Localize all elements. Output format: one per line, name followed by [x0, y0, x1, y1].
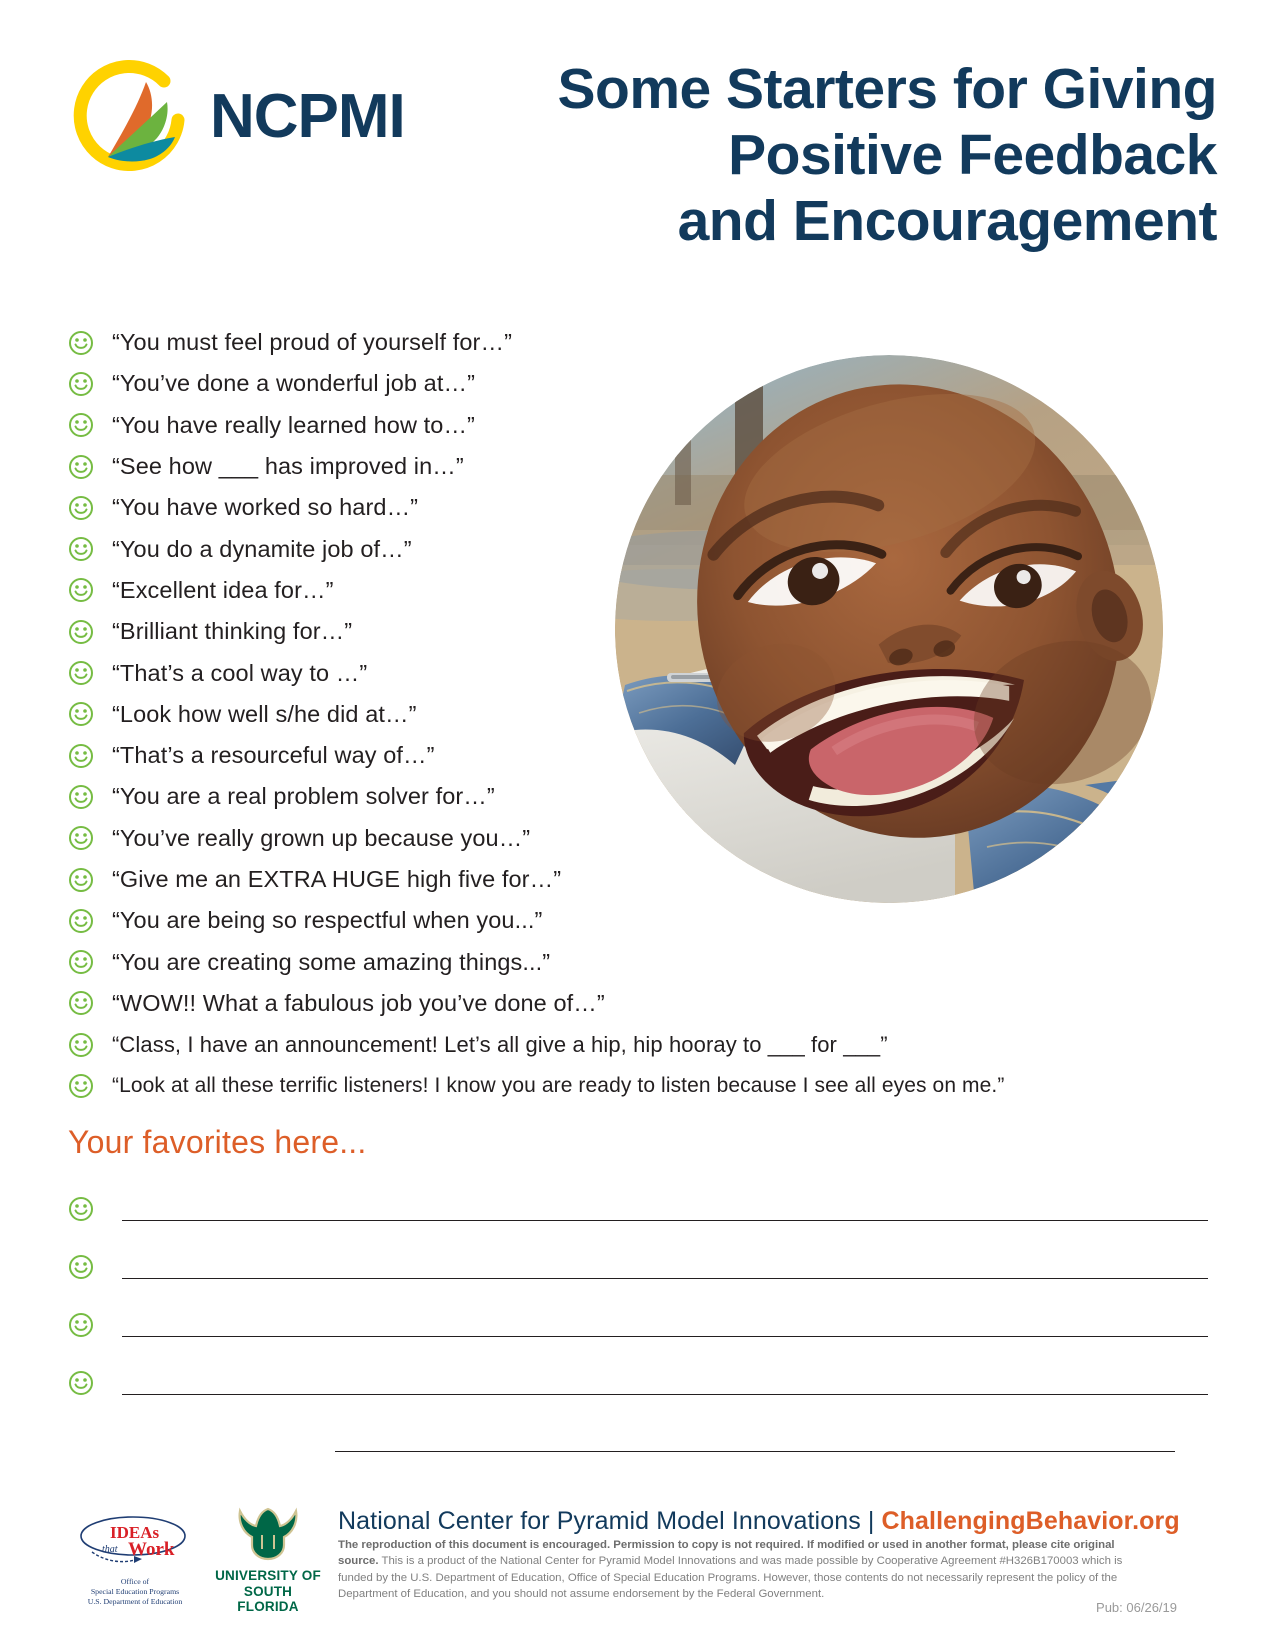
favorites-heading: Your favorites here... — [68, 1124, 367, 1160]
fineprint-bold: The reproduction of this document is encouraged. Permission to copy is not required. If modified or used in another format, please cite original source. — [338, 1539, 1115, 1568]
starter-text: “You do a dynamite job of…” — [112, 535, 412, 562]
smiley-icon — [68, 867, 112, 893]
smiley-icon — [68, 990, 112, 1016]
list-item — [68, 1024, 1208, 1065]
ideas-caption-line-3: U.S. Department of Education — [87, 1597, 183, 1607]
starter-text: “That’s a resourceful way of…” — [112, 742, 435, 769]
svg-text:that: that — [102, 1544, 118, 1555]
publication-date: Pub: 06/26/19 — [1096, 1600, 1177, 1615]
list-item — [68, 859, 1208, 900]
smiley-icon — [68, 1312, 112, 1338]
smiley-icon — [68, 743, 112, 769]
starter-text: “You have really learned how to…” — [112, 411, 475, 438]
smiley-icon — [68, 619, 112, 645]
smiley-icon — [68, 454, 112, 480]
footer-org-name: National Center for Pyramid Model Innovations — [338, 1507, 861, 1535]
write-in-line[interactable] — [122, 1220, 1208, 1221]
smiley-icon — [68, 1032, 112, 1058]
ideas-caption-line-2: Special Education Programs — [90, 1587, 180, 1597]
starter-text: “See how ___ has improved in…” — [112, 453, 464, 480]
ideas-caption-line-1: Office of — [120, 1577, 150, 1586]
list-item — [68, 818, 1208, 859]
smiley-icon — [68, 412, 112, 438]
write-in-line[interactable] — [122, 1278, 1208, 1279]
ncpmi-logo — [72, 58, 432, 188]
usf-bull-icon — [232, 1505, 304, 1561]
starter-text: “Class, I have an announcement! Let’s all give a hip, hip hooray to ___ for ___” — [112, 1031, 888, 1057]
ncpmi-logo-text: NCPMI — [210, 82, 405, 151]
list-item — [68, 694, 1208, 735]
list-item — [68, 570, 1208, 611]
page-header — [0, 0, 1275, 290]
smiley-icon — [68, 1073, 112, 1099]
list-item — [68, 900, 1208, 941]
footer-org-line — [338, 1507, 1180, 1536]
footer-website-link[interactable]: ChallengingBehavior.org — [881, 1507, 1180, 1535]
usf-logo — [213, 1505, 323, 1615]
smiley-icon — [68, 495, 112, 521]
blank-entry-row[interactable] — [68, 1296, 1208, 1354]
list-item — [68, 322, 1208, 363]
starter-text: “WOW!! What a fabulous job you’ve done of…” — [112, 989, 605, 1016]
blank-entry-row[interactable] — [68, 1180, 1208, 1238]
smiley-icon — [68, 1254, 112, 1280]
smiley-icon — [68, 1370, 112, 1396]
footer-separator: | — [867, 1507, 875, 1535]
ncpmi-swoosh-icon — [72, 58, 197, 183]
usf-name-line-2: SOUTH FLORIDA — [237, 1583, 299, 1615]
smiley-icon — [68, 784, 112, 810]
starter-text: “Give me an EXTRA HUGE high five for…” — [112, 866, 562, 892]
smiley-icon — [68, 660, 112, 686]
list-item — [68, 405, 1208, 446]
starter-text: “You must feel proud of yourself for…” — [112, 329, 513, 356]
write-in-line[interactable] — [122, 1394, 1208, 1395]
starter-text: “You are a real problem solver for…” — [112, 783, 495, 810]
footer-fineprint — [338, 1537, 1148, 1602]
footer-divider — [335, 1451, 1175, 1452]
starter-text: “Brilliant thinking for…” — [112, 618, 353, 645]
usf-name-line-1: UNIVERSITY OF — [215, 1568, 321, 1583]
list-item — [68, 446, 1208, 487]
list-item — [68, 941, 1208, 982]
smiley-icon — [68, 1196, 112, 1222]
page-title-line-3: and Encouragement — [677, 189, 1217, 254]
smiley-icon — [68, 701, 112, 727]
list-item — [68, 735, 1208, 776]
favorites-blank-lines — [68, 1180, 1208, 1412]
page-title-line-2: Positive Feedback — [728, 123, 1217, 188]
starter-text: “You’ve really grown up because you…” — [112, 824, 531, 851]
smiley-icon — [68, 330, 112, 356]
ideas-that-work-logo — [75, 1512, 195, 1607]
ideas-caption — [75, 1577, 195, 1607]
starter-text: “You are creating some amazing things...” — [112, 948, 551, 975]
smiley-icon — [68, 371, 112, 397]
blank-entry-row[interactable] — [68, 1354, 1208, 1412]
list-item — [68, 1065, 1208, 1106]
smiley-icon — [68, 949, 112, 975]
starter-text: “You are being so respectful when you...” — [112, 907, 543, 934]
starter-text: “That’s a cool way to …” — [112, 659, 368, 686]
page-title — [457, 56, 1217, 254]
starter-text: “You have worked so hard…” — [112, 494, 419, 521]
list-item — [68, 487, 1208, 528]
svg-text:IDEAs: IDEAs — [110, 1523, 160, 1542]
smiley-icon — [68, 825, 112, 851]
starter-text: “You’ve done a wonderful job at…” — [112, 370, 475, 397]
starters-list — [68, 322, 1208, 1107]
smiley-icon — [68, 577, 112, 603]
write-in-line[interactable] — [122, 1336, 1208, 1337]
fineprint-rest: This is a product of the National Center for Pyramid Model Innovations and was made possible by Cooperative Agreement #H326B170003 which is funded by the U.S. Department of Education, Office of Special Education Programs. However, those contents do not necessarily represent the policy of the Department of Education, and you should not assume endorsement by the Federal Government. — [338, 1555, 1123, 1600]
smiley-icon — [68, 536, 112, 562]
starter-text: “Look at all these terrific listeners! I know you are ready to listen because I see all eyes on me.” — [112, 1073, 1005, 1097]
list-item — [68, 363, 1208, 404]
smiley-icon — [68, 908, 112, 934]
list-item — [68, 528, 1208, 569]
list-item — [68, 983, 1208, 1024]
blank-entry-row[interactable] — [68, 1238, 1208, 1296]
list-item — [68, 611, 1208, 652]
list-item — [68, 652, 1208, 693]
svg-text:Work: Work — [128, 1539, 175, 1560]
page-title-line-1: Some Starters for Giving — [557, 57, 1217, 121]
usf-name — [213, 1568, 323, 1615]
list-item — [68, 776, 1208, 817]
starter-text: “Look how well s/he did at…” — [112, 700, 417, 727]
starter-text: “Excellent idea for…” — [112, 576, 334, 603]
